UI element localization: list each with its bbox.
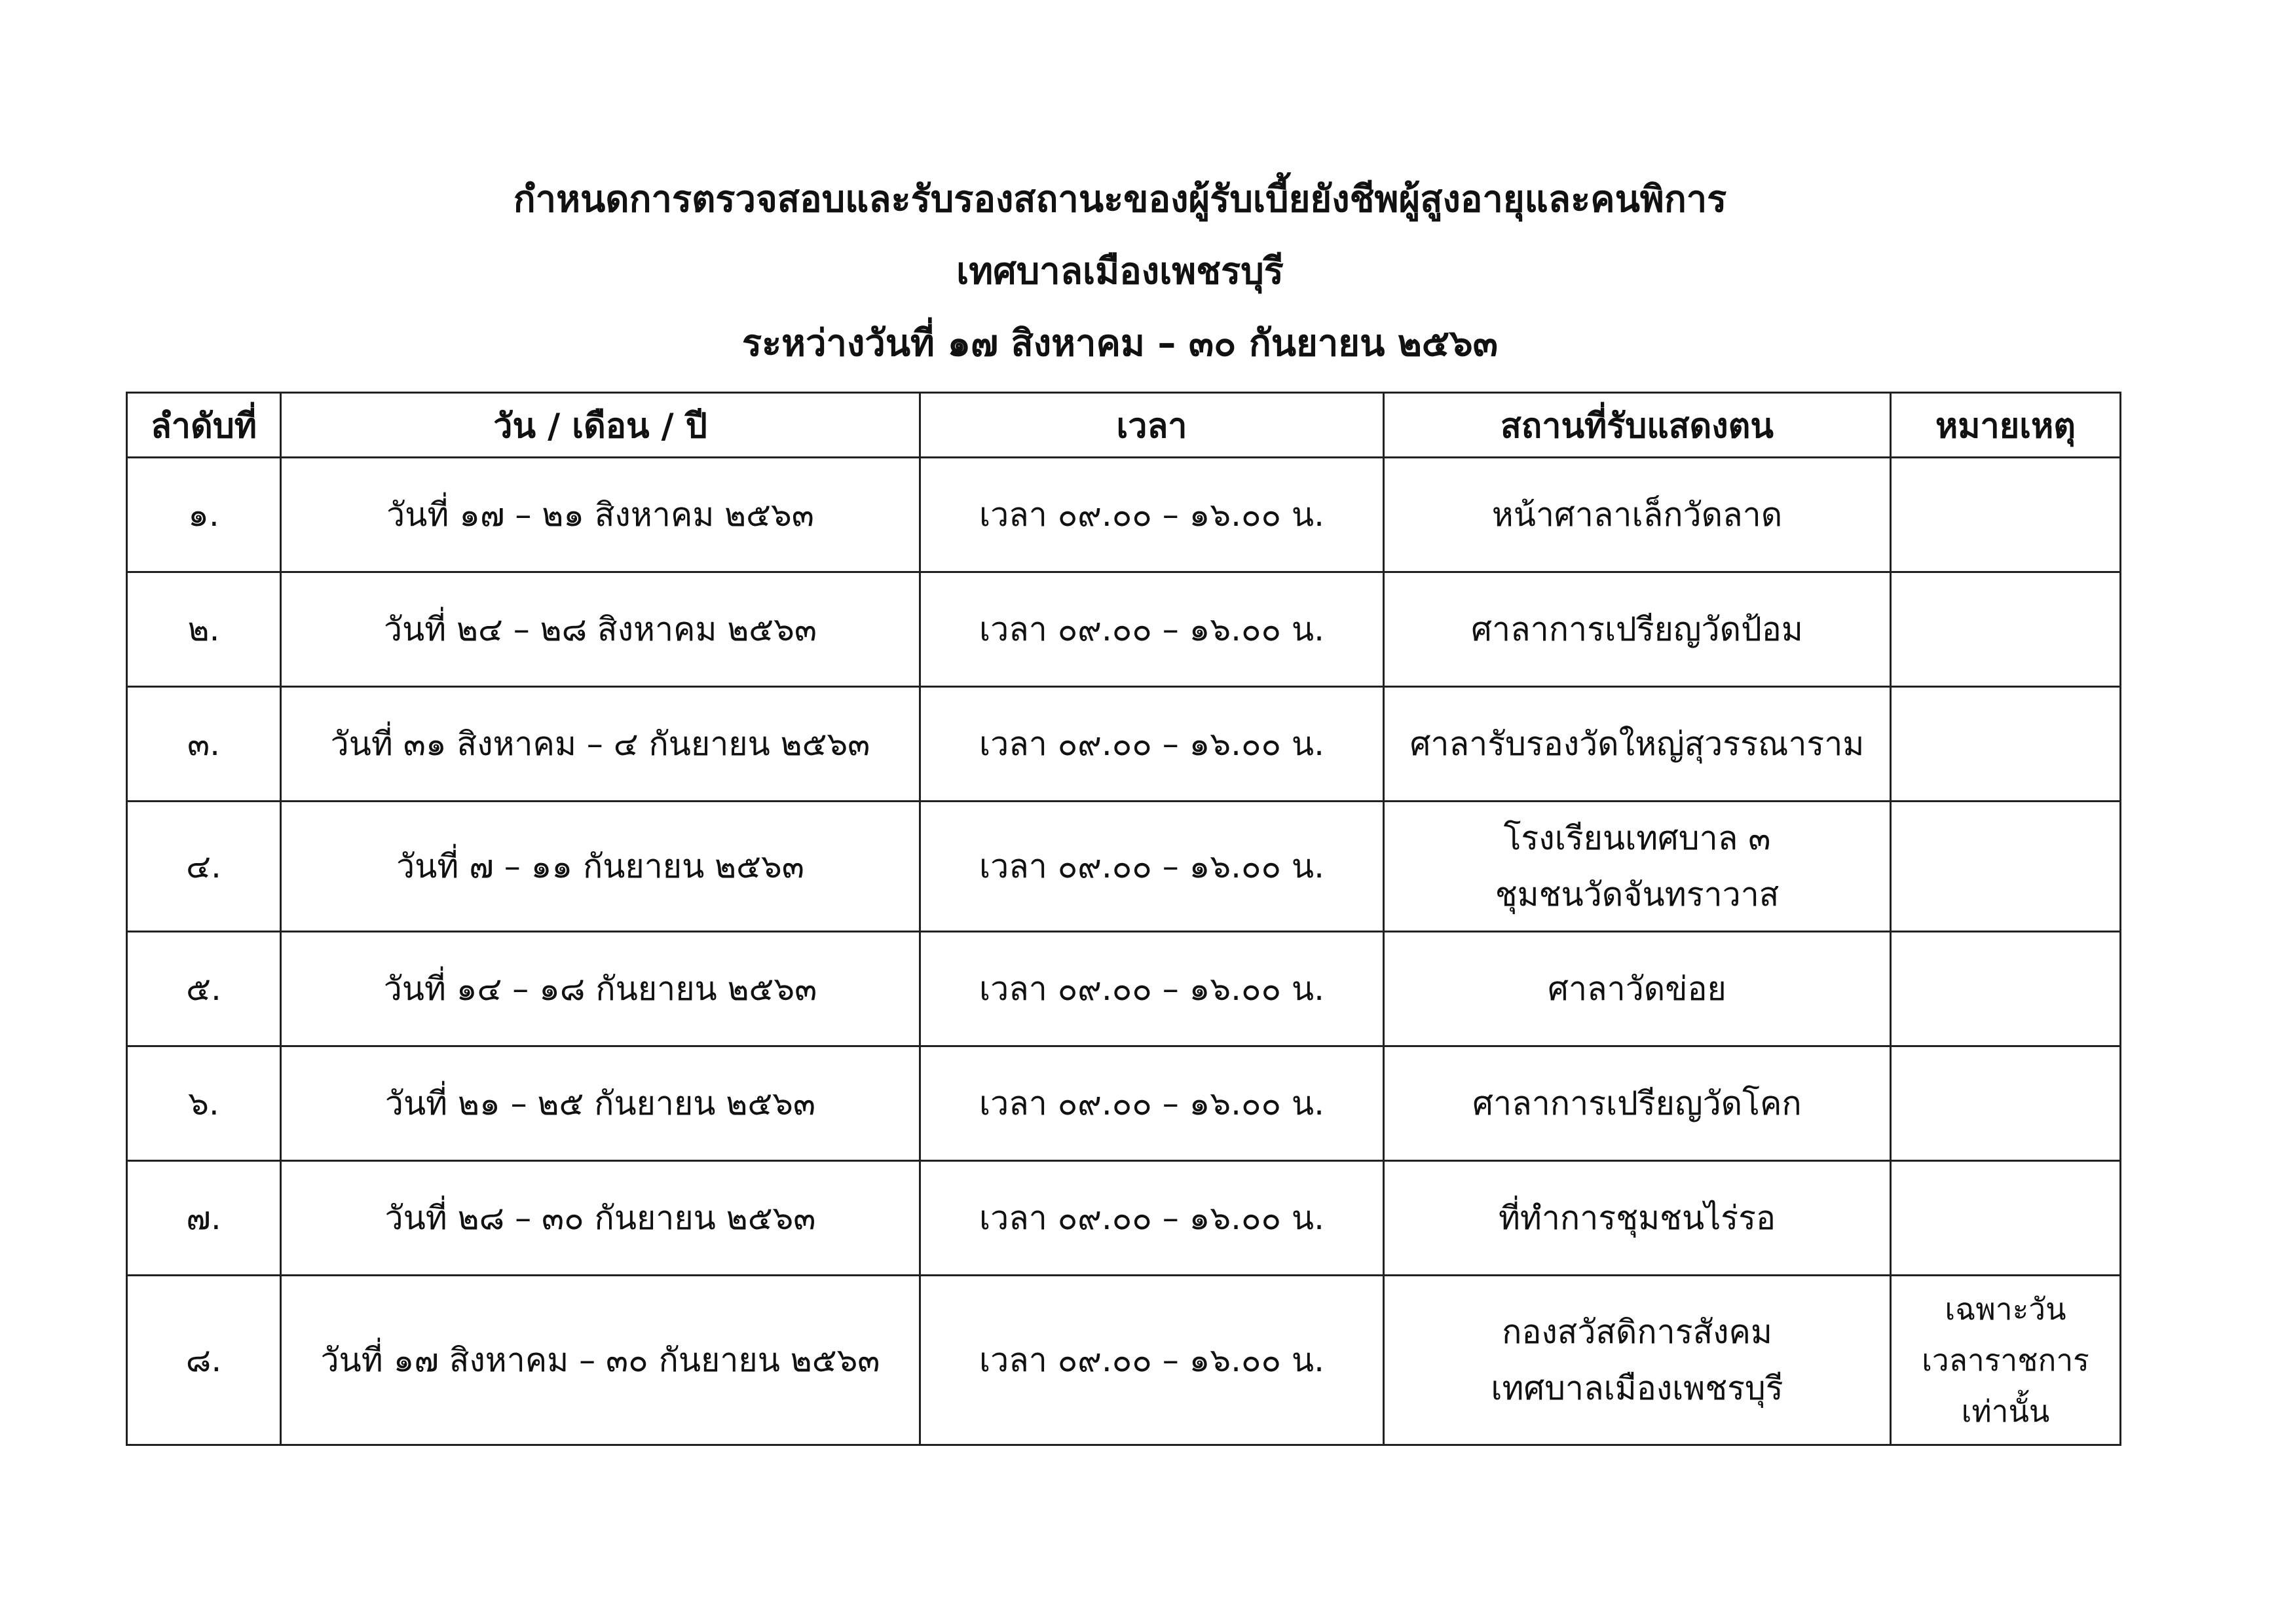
row-place [1384, 932, 1891, 1046]
row-date: วันที่ ๑๔ – ๑๘ กันยายน ๒๕๖๓ [281, 932, 920, 1046]
document-title: กำหนดการตรวจสอบและรับรองสถานะของผู้รับเบี้ยยังชีพผู้สูงอายุและคนพิการ [513, 178, 1727, 221]
table-row [127, 932, 2121, 1046]
row-note [1891, 1046, 2121, 1161]
row-date: วันที่ ๒๘ – ๓๐ กันยายน ๒๕๖๓ [281, 1161, 920, 1276]
row-date: วันที่ ๓๑ สิงหาคม – ๔ กันยายน ๒๕๖๓ [281, 687, 920, 802]
row-time: เวลา ๐๙.๐๐ – ๑๖.๐๐ น. [920, 1046, 1384, 1161]
row-time: เวลา ๐๙.๐๐ – ๑๖.๐๐ น. [920, 802, 1384, 932]
column-header-place: สถานที่รับแสดงตน [1384, 393, 1891, 458]
row-number: ๔. [127, 802, 281, 932]
row-note-line: เวลาราชการ [1922, 1342, 2089, 1378]
table-row [127, 1046, 2121, 1161]
row-note [1891, 802, 2121, 932]
row-note [1891, 687, 2121, 802]
table-row [127, 687, 2121, 802]
row-time: เวลา ๐๙.๐๐ – ๑๖.๐๐ น. [920, 932, 1384, 1046]
row-place-line: กองสวัสดิการสังคม [1502, 1313, 1772, 1351]
row-place [1384, 802, 1891, 932]
row-place-line: ศาลาการเปรียญวัดโคก [1472, 1084, 1802, 1122]
row-number: ๑. [127, 458, 281, 572]
document-organization: เทศบาลเมืองเพชรบุรี [956, 250, 1284, 293]
row-time: เวลา ๐๙.๐๐ – ๑๖.๐๐ น. [920, 458, 1384, 572]
row-number: ๗. [127, 1161, 281, 1276]
row-note [1891, 932, 2121, 1046]
row-date: วันที่ ๑๗ – ๒๑ สิงหาคม ๒๕๖๓ [281, 458, 920, 572]
column-header-date: วัน / เดือน / ปี [281, 393, 920, 458]
row-place [1384, 1276, 1891, 1445]
row-place-line: โรงเรียนเทศบาล ๓ [1503, 819, 1771, 857]
row-number: ๕. [127, 932, 281, 1046]
row-place [1384, 1046, 1891, 1161]
row-place-line: ชุมชนวัดจันทราวาส [1495, 876, 1780, 913]
row-place [1384, 572, 1891, 687]
row-place-line: หน้าศาลาเล็กวัดลาด [1491, 496, 1783, 534]
row-date: วันที่ ๑๗ สิงหาคม – ๓๐ กันยายน ๒๕๖๓ [281, 1276, 920, 1445]
document-period: ระหว่างวันที่ ๑๗ สิงหาคม – ๓๐ กันยายน ๒๕๖๓ [742, 322, 1498, 365]
row-note-line: เท่านั้น [1961, 1393, 2050, 1429]
row-date: วันที่ ๒๑ – ๒๕ กันยายน ๒๕๖๓ [281, 1046, 920, 1161]
row-note-line: เฉพาะวัน [1945, 1291, 2066, 1327]
row-place [1384, 687, 1891, 802]
row-number: ๓. [127, 687, 281, 802]
row-note [1891, 1161, 2121, 1276]
row-time: เวลา ๐๙.๐๐ – ๑๖.๐๐ น. [920, 1276, 1384, 1445]
table-row [127, 802, 2121, 932]
column-header-number: ลำดับที่ [127, 393, 281, 458]
row-number: ๒. [127, 572, 281, 687]
column-header-note: หมายเหตุ [1891, 393, 2121, 458]
row-place-line: ศาลารับรองวัดใหญ่สุวรรณาราม [1409, 725, 1865, 763]
table-row [127, 458, 2121, 572]
table-row [127, 1276, 2121, 1445]
row-time: เวลา ๐๙.๐๐ – ๑๖.๐๐ น. [920, 1161, 1384, 1276]
row-number: ๘. [127, 1276, 281, 1445]
row-place-line: ศาลาการเปรียญวัดป้อม [1471, 610, 1803, 648]
row-date: วันที่ ๒๔ – ๒๘ สิงหาคม ๒๕๖๓ [281, 572, 920, 687]
row-time: เวลา ๐๙.๐๐ – ๑๖.๐๐ น. [920, 572, 1384, 687]
column-header-time: เวลา [920, 393, 1384, 458]
row-place [1384, 458, 1891, 572]
row-date: วันที่ ๗ – ๑๑ กันยายน ๒๕๖๓ [281, 802, 920, 932]
row-note [1891, 1276, 2121, 1445]
document-header [0, 164, 2240, 380]
row-number: ๖. [127, 1046, 281, 1161]
row-place-line: ศาลาวัดข่อย [1548, 970, 1726, 1008]
table-header-row [127, 393, 2121, 458]
row-note [1891, 458, 2121, 572]
row-place [1384, 1161, 1891, 1276]
schedule-table [126, 392, 2121, 1446]
row-note [1891, 572, 2121, 687]
row-time: เวลา ๐๙.๐๐ – ๑๖.๐๐ น. [920, 687, 1384, 802]
row-place-line: ที่ทำการชุมชนไร่รอ [1498, 1199, 1776, 1237]
table-row [127, 572, 2121, 687]
table-row [127, 1161, 2121, 1276]
row-place-line: เทศบาลเมืองเพชรบุรี [1491, 1369, 1783, 1407]
